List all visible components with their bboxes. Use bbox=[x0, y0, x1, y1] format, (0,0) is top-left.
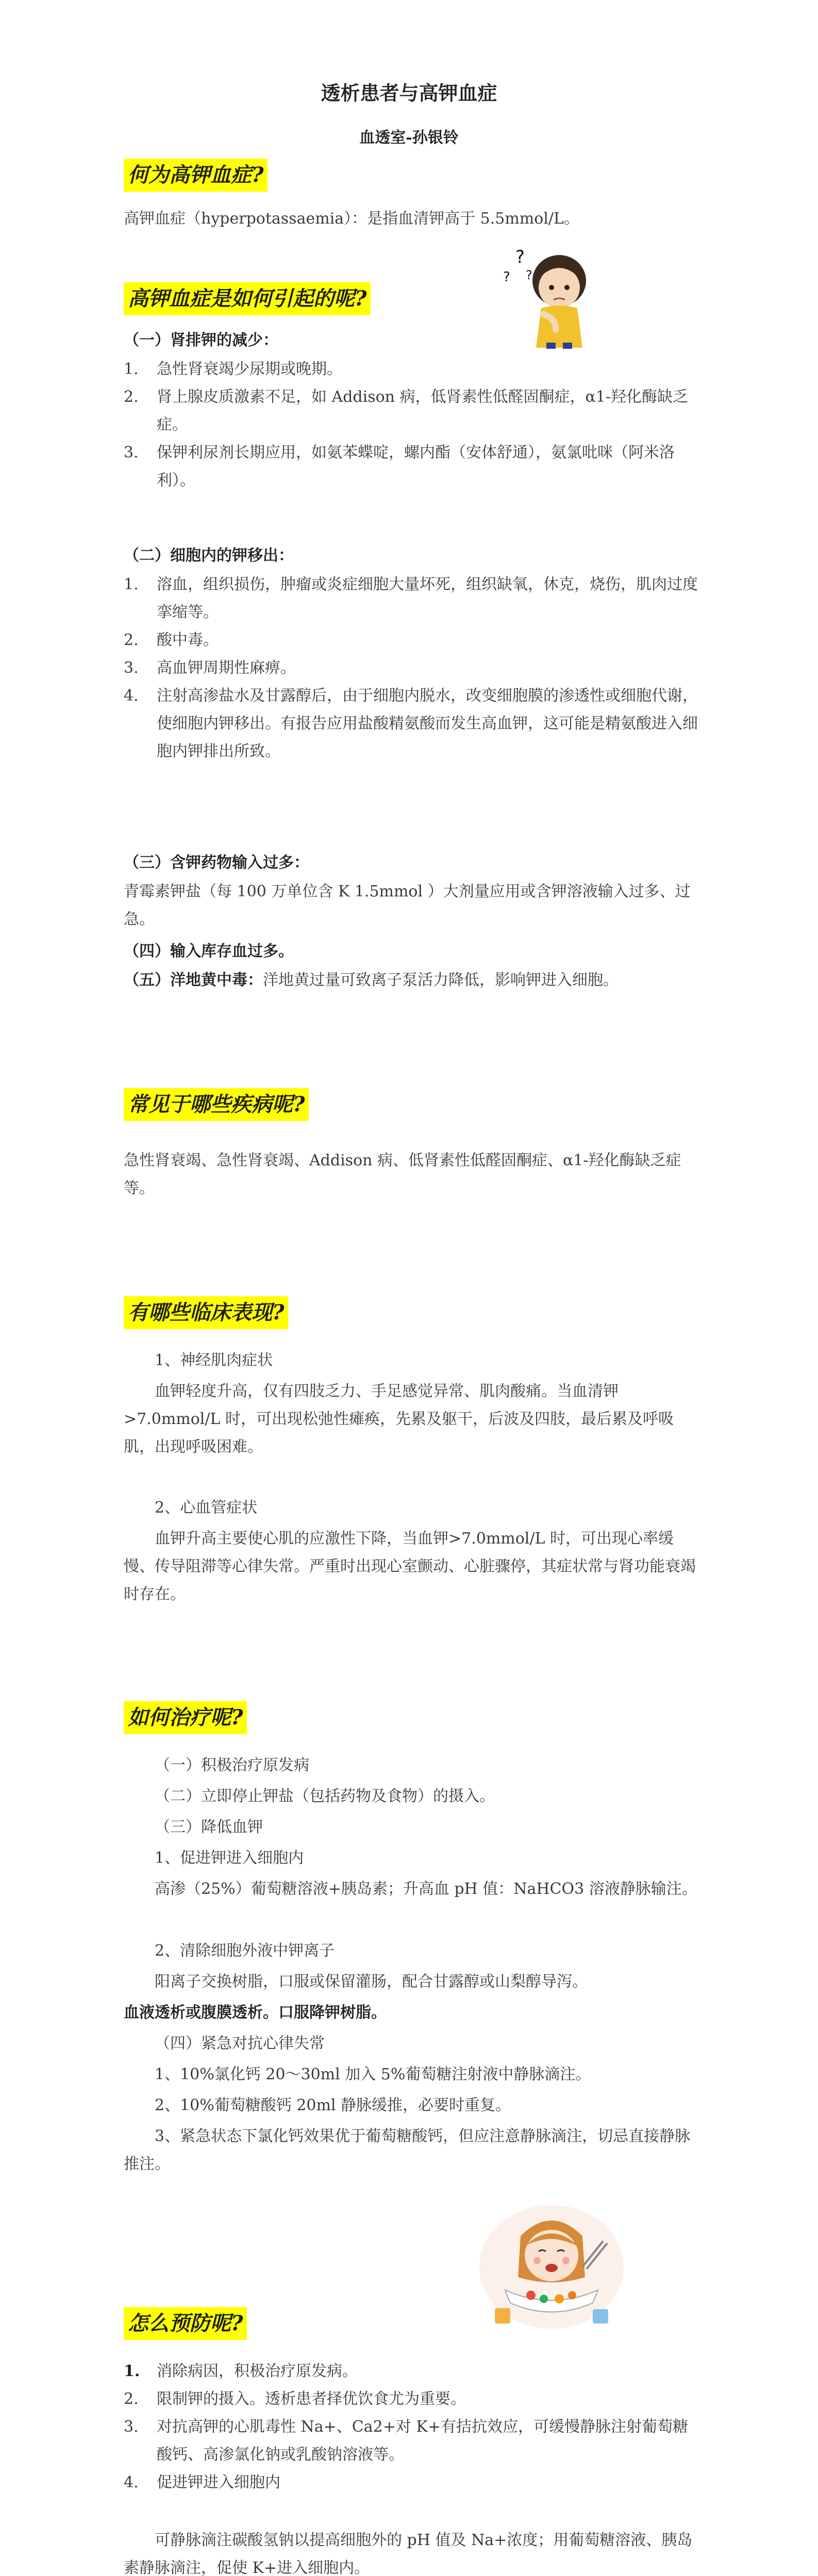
treatment-line: 3、紧急状态下氯化钙效果优于葡萄糖酸钙，但应注意静脉滴注，切忌直接静脉推注。 bbox=[124, 2127, 691, 2173]
cause-sub-1-list bbox=[124, 355, 701, 495]
treatment-line: （三）降低血钾 bbox=[155, 1818, 263, 1836]
thinking-girl-illustration bbox=[495, 242, 598, 350]
cause-sub-2-list bbox=[124, 571, 701, 766]
eating-girl-illustration bbox=[474, 2200, 629, 2334]
list-item: 1. 急性肾衰竭少尿期或晚期。 bbox=[124, 360, 342, 378]
treatment-line: 高渗（25%）葡萄糖溶液+胰岛素；升高血 pH 值：NaHCO3 溶液静脉输注。 bbox=[155, 1880, 697, 1898]
treatment-line: 1、促进钾进入细胞内 bbox=[155, 1849, 304, 1867]
cause-sub-5-text: 洋地黄过量可致离子泵活力降低，影响钾进入细胞。 bbox=[263, 971, 619, 989]
document-title: 透析患者与高钾血症 bbox=[321, 81, 497, 105]
symptom-1-title: 1、神经肌肉症状 bbox=[155, 1351, 273, 1369]
svg-text:?: ? bbox=[526, 268, 532, 282]
list-item: 2. 限制钾的摄入。透析患者择优饮食尤为重要。 bbox=[124, 2390, 466, 2408]
list-item: 1. 溶血，组织损伤，肿瘤或炎症细胞大量坏死，组织缺氧，休克，烧伤，肌肉过度挛缩等。 bbox=[124, 575, 698, 621]
cause-sub-3: （三）含钾药物输入过多： bbox=[124, 854, 309, 872]
cause-sub-5 bbox=[124, 967, 701, 994]
cause-sub-4: （四）输入库存血过多。 bbox=[124, 942, 294, 960]
list-item: 2. 酸中毒。 bbox=[124, 631, 219, 649]
treatment-line: （四）紧急对抗心律失常 bbox=[155, 2035, 325, 2053]
document-author: 血透室-孙银铃 bbox=[359, 129, 459, 147]
section-heading-definition: 何为高钾血症? bbox=[124, 159, 268, 192]
section-heading-diseases: 常见于哪些疾病呢? bbox=[124, 1088, 309, 1121]
section-heading-prevention: 怎么预防呢? bbox=[124, 2307, 247, 2340]
treatment-line: 1、10%氯化钙 20～30ml 加入 5%葡萄糖注射液中静脉滴注。 bbox=[155, 2065, 591, 2083]
treatment-line: 阳离子交换树脂，口服或保留灌肠，配合甘露醇或山梨醇导泻。 bbox=[155, 1973, 588, 1991]
prevention-item-4-text: 可静脉滴注碳酸氢钠以提高细胞外的 pH 值及 Na+浓度；用葡萄糖溶液、胰岛素静脉滴注，促使 K+进入细胞内。 bbox=[124, 2531, 693, 2576]
cause-sub-2: （二）细胞内的钾移出： bbox=[124, 547, 294, 565]
definition-text: 高钾血症（hyperpotassaemia）：是指血清钾高于 5.5mmol/L。 bbox=[124, 210, 579, 228]
treatment-line: （一）积极治疗原发病 bbox=[155, 1756, 309, 1774]
list-item: 4. 促进钾进入细胞内 bbox=[124, 2473, 280, 2492]
cause-sub-5-label: （五）洋地黄中毒： bbox=[124, 971, 263, 989]
treatment-line: 2、清除细胞外液中钾离子 bbox=[155, 1942, 335, 1960]
list-item: 4. 注射高渗盐水及甘露醇后，由于细胞内脱水，改变细胞膜的渗透性或细胞代谢，使细胞内钾移出。有报告应用盐酸精氨酸而发生高血钾，这可能是精氨酸进入细胞内钾排出所致。 bbox=[124, 687, 698, 760]
treatment-line: 2、10%葡萄糖酸钙 20ml 静脉缓推，必要时重复。 bbox=[155, 2096, 511, 2114]
symptom-2-title: 2、心血管症状 bbox=[155, 1499, 258, 1517]
section-heading-causes: 高钾血症是如何引起的呢? bbox=[124, 282, 371, 315]
section-heading-symptoms: 有哪些临床表现? bbox=[124, 1296, 288, 1329]
symptom-1-text: 血钾轻度升高，仅有四肢乏力、手足感觉异常、肌肉酸痛。当血清钾>7.0mmol/L 时，可出现松弛性瘫痪，先累及躯干，后波及四肢，最后累及呼吸肌，出现呼吸困难。 bbox=[124, 1382, 674, 1456]
svg-text:?: ? bbox=[503, 269, 510, 285]
list-item: 2. 肾上腺皮质激素不足，如 Addison 病，低肾素性低醛固酮症，α1-羟化酶缺乏症。 bbox=[124, 388, 689, 434]
symptom-2-text: 血钾升高主要使心肌的应激性下降，当血钾>7.0mmol/L 时，可出现心率缓慢、传导阻滞等心律失常。严重时出现心室颤动、心脏骤停，其症状常与肾功能衰竭时存在。 bbox=[124, 1530, 696, 1603]
cause-sub-3-text: 青霉素钾盐（每 100 万单位含 K 1.5mmol ）大剂量应用或含钾溶液输入过多、过急。 bbox=[124, 883, 691, 928]
list-item: 3. 高血钾周期性麻痹。 bbox=[124, 659, 296, 677]
list-item: 1. 消除病因，积极治疗原发病。 bbox=[124, 2362, 358, 2380]
cause-sub-1: （一）肾排钾的减少： bbox=[124, 331, 278, 349]
prevention-list bbox=[124, 2358, 701, 2497]
diseases-text: 急性肾衰竭、急性肾衰竭、Addison 病、低肾素性低醛固酮症、α1-羟化酶缺乏症等。 bbox=[124, 1151, 681, 1197]
treatment-line: 血液透析或腹膜透析。口服降钾树脂。 bbox=[124, 2004, 387, 2022]
section-heading-treatment: 如何治疗呢? bbox=[124, 1701, 247, 1734]
list-item: 3. 对抗高钾的心肌毒性 Na+、Ca2+对 K+有拮抗效应，可缓慢静脉注射葡萄糖酸钙、高渗氯化钠或乳酸钠溶液等。 bbox=[124, 2418, 688, 2464]
list-item: 3. 保钾利尿剂长期应用，如氨苯蝶啶，螺内酯（安体舒通），氨氯吡咪（阿米洛利）。 bbox=[124, 444, 675, 489]
svg-text:?: ? bbox=[515, 247, 525, 267]
treatment-line: （二）立即停止钾盐（包括药物及食物）的摄入。 bbox=[155, 1787, 495, 1805]
